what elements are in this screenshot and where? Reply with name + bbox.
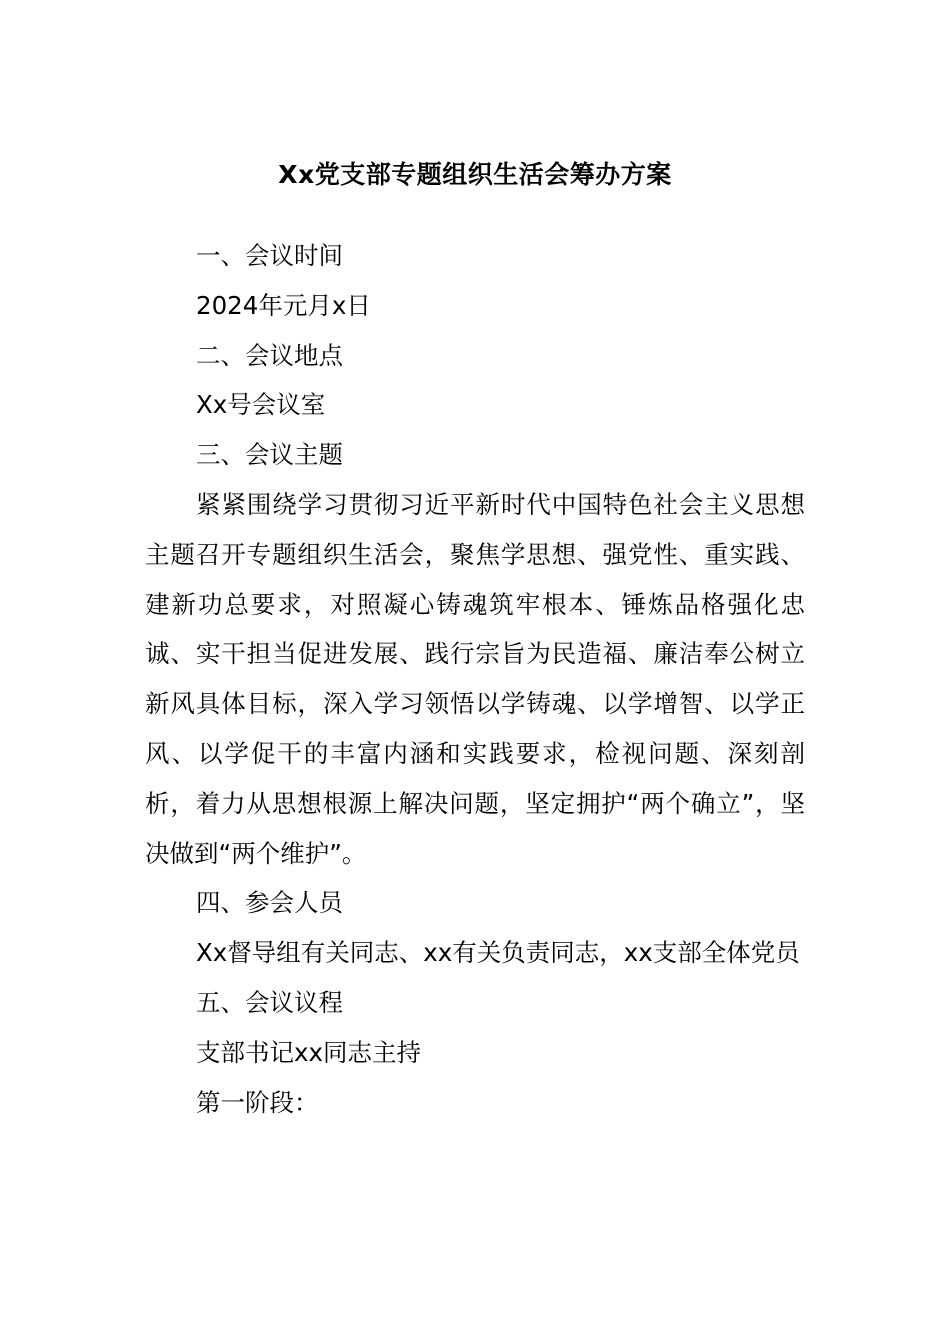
document-title: Xx党支部专题组织生活会筹办方案 [278,160,672,189]
section-heading-meeting-location: 二、会议地点 [196,340,343,370]
meeting-location: Xx号会议室 [196,390,326,420]
section-heading-agenda: 五、会议议程 [196,987,343,1017]
agenda-host: 支部书记xx同志主持 [196,1037,421,1067]
section-heading-meeting-time: 一、会议时间 [196,241,343,270]
attendees-paragraph: Xx督导组有关同志、xx有关负责同志，xx支部全体党员 [196,938,800,968]
section-heading-meeting-theme: 三、会议主题 [196,440,343,470]
meeting-theme-paragraph: 紧紧围绕学习贯彻习近平新时代中国特色社会主义思想主题召开专题组织生活会，聚焦学思想、强党性、重实践、建新功总要求，对照凝心铸魂筑牢根本、锤炼品格强化忠诚、实干担当促进发展、践行宗旨为民造福、廉洁奉公树立新风具体目标，深入学习领悟以学铸魂、以学增智、以学正风、以学促干的丰富内涵和实践要求，检视问题、深刻剖析，着力从思想根源上解决问题，坚定拥护“两个确立”，坚决做到“两个维护”。 [145,489,805,868]
document-body [145,231,805,1127]
meeting-date: 2024年元月x日 [196,290,371,320]
section-heading-attendees: 四、参会人员 [196,888,343,918]
agenda-phase-one: 第一阶段： [196,1087,319,1117]
